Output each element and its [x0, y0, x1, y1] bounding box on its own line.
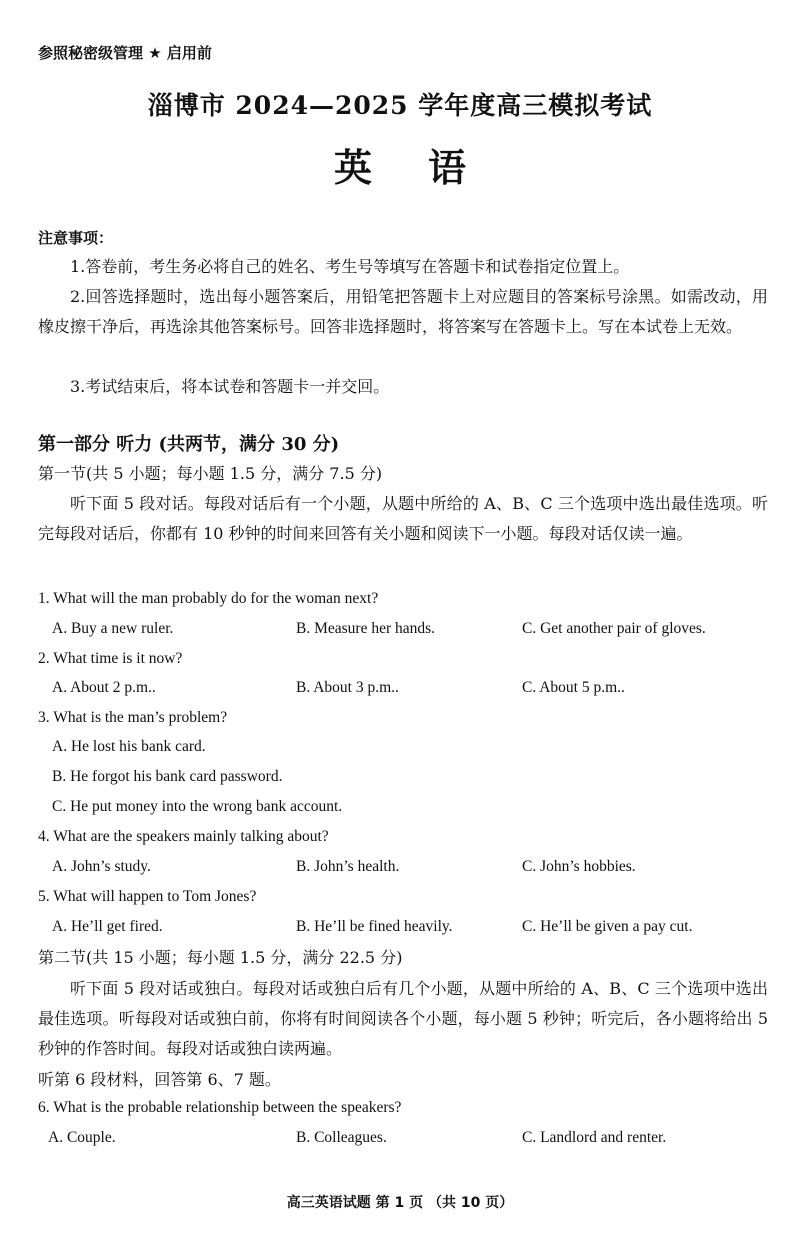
- notice-heading: 注意事项：: [38, 229, 114, 247]
- option-a: A. Couple.: [48, 1129, 116, 1146]
- option-a: A. He lost his bank card.: [52, 738, 206, 755]
- exam-title: 淄博市 2024—2025 学年度高三模拟考试: [147, 91, 653, 120]
- option-a: A. John’s study.: [52, 858, 151, 875]
- part1-heading: 第一部分 听力 (共两节，满分 30 分): [38, 434, 340, 455]
- question-stem: 6. What is the probable relationship between the speakers?: [38, 1099, 402, 1116]
- section2-instructions: 听下面 5 段对话或独白。每段对话或独白后有几个小题，从题中所给的 A、B、C 三个选项中选出最佳选项。听每段对话或独白前，你将有时间阅读各个小题，每小题 5 秒钟；听完后，各小题将给出 5 秒钟的作答时间。每段对话或独白读两遍。: [38, 979, 768, 1058]
- notice-item-1: 1.答卷前，考生务必将自己的姓名、考生号等填写在答题卡和试卷指定位置上。: [70, 257, 630, 276]
- option-c: C. John’s hobbies.: [522, 858, 636, 875]
- option-a: A. About 2 p.m..: [52, 679, 156, 696]
- option-b: B. Colleagues.: [296, 1129, 387, 1146]
- page-footer: 高三英语试题 第 1 页 （共 10 页）: [286, 1195, 514, 1211]
- option-b: B. About 3 p.m..: [296, 679, 399, 696]
- classification-label: 参照秘密级管理 ★ 启用前: [38, 44, 212, 62]
- option-a: A. Buy a new ruler.: [52, 620, 174, 637]
- option-c: C. About 5 p.m..: [522, 679, 625, 696]
- question-stem: 1. What will the man probably do for the woman next?: [38, 590, 379, 607]
- section1-instructions: 听下面 5 段对话。每段对话后有一个小题，从题中所给的 A、B、C 三个选项中选出最佳选项。听完每段对话后，你都有 10 秒钟的时间来回答有关小题和阅读下一小题。每段对话仅读一遍。: [38, 494, 768, 543]
- notice-item-2: 2.回答选择题时，选出每小题答案后，用铅笔把答题卡上对应题目的答案标号涂黑。如需改动，用橡皮擦干净后，再选涂其他答案标号。回答非选择题时，将答案写在答题卡上。写在本试卷上无效。: [38, 287, 768, 336]
- option-b: B. John’s health.: [296, 858, 400, 875]
- section1-heading: 第一节(共 5 小题；每小题 1.5 分，满分 7.5 分): [38, 464, 383, 483]
- subject-title: 英语: [333, 145, 522, 190]
- option-b: B. Measure her hands.: [296, 620, 436, 637]
- section2-heading: 第二节(共 15 小题；每小题 1.5 分，满分 22.5 分): [38, 948, 403, 967]
- option-c: C. Landlord and renter.: [522, 1129, 667, 1146]
- question-stem: 5. What will happen to Tom Jones?: [38, 888, 257, 905]
- option-c: C. He’ll be given a pay cut.: [522, 918, 693, 935]
- option-c: C. He put money into the wrong bank account.: [52, 798, 343, 815]
- material-note: 听第 6 段材料，回答第 6、7 题。: [38, 1070, 281, 1089]
- option-a: A. He’ll get fired.: [52, 918, 163, 935]
- notice-item-3: 3.考试结束后，将本试卷和答题卡一并交回。: [70, 377, 390, 396]
- question-stem: 3. What is the man’s problem?: [38, 709, 228, 726]
- question-stem: 2. What time is it now?: [38, 650, 183, 667]
- option-b: B. He forgot his bank card password.: [52, 768, 283, 785]
- option-c: C. Get another pair of gloves.: [522, 620, 706, 637]
- option-b: B. He’ll be fined heavily.: [296, 918, 453, 935]
- question-stem: 4. What are the speakers mainly talking about?: [38, 828, 329, 845]
